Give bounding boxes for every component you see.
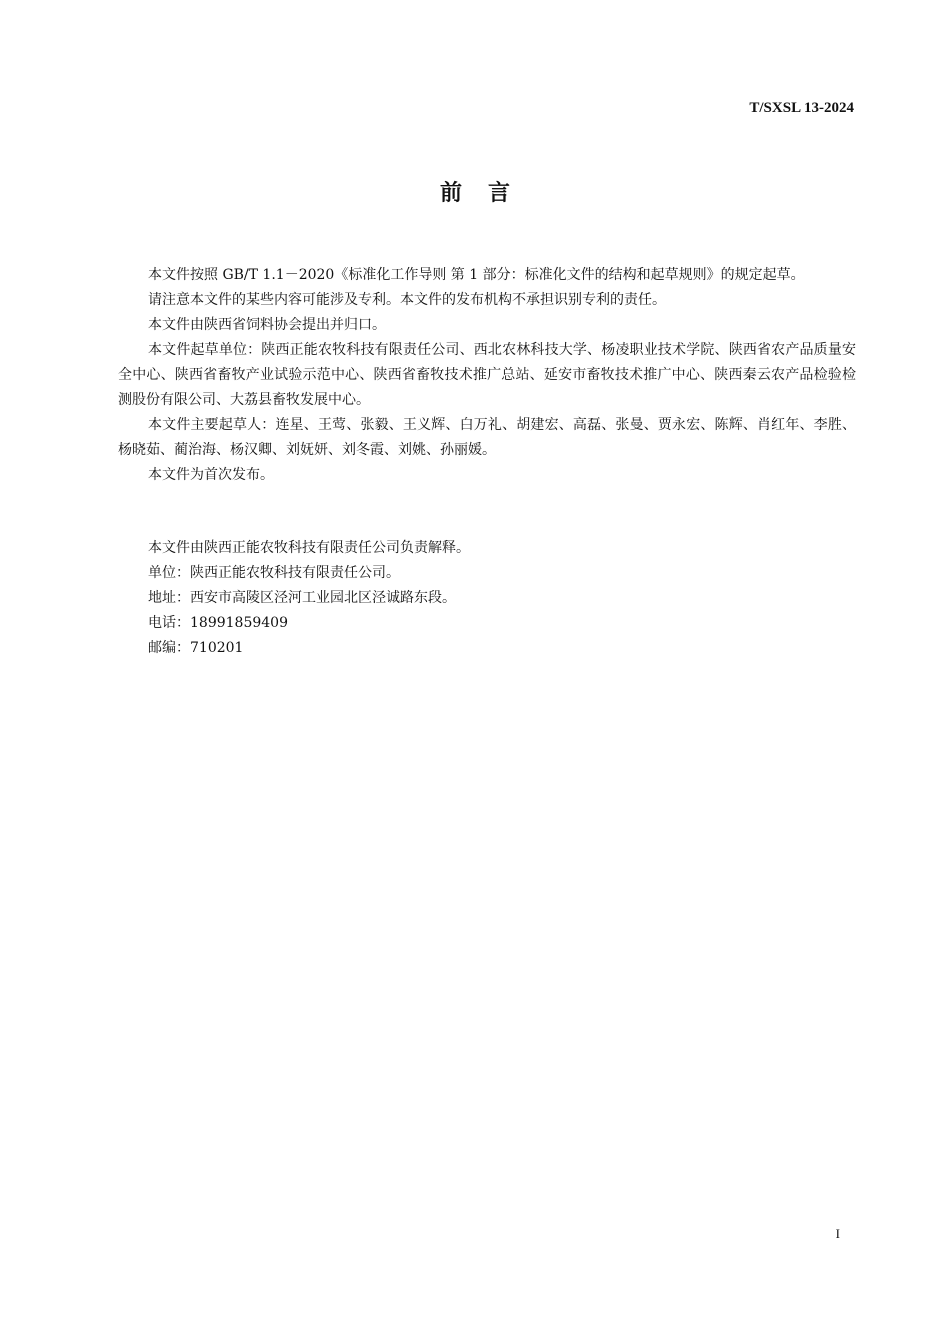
page-number: I (835, 1226, 840, 1241)
document-code: T/SXSL 13-2024 (749, 100, 854, 116)
paragraph-drafting-units: 本文件起草单位：陕西正能农牧科技有限责任公司、西北农林科技大学、杨凌职业技术学院、陕西省农产品质量安全中心、陕西省畜牧产业试验示范中心、陕西省畜牧技术推广总站、延安市畜牧技术推广中心、陕西秦云农产品检验检测股份有限公司、大荔县畜牧发展中心。 (118, 342, 856, 408)
foreword-body (118, 263, 856, 488)
paragraph-first-release: 本文件为首次发布。 (148, 467, 274, 483)
contact-phone: 电话：18991859409 (148, 615, 288, 631)
contact-block (148, 536, 470, 661)
paragraph-patent-notice: 请注意本文件的某些内容可能涉及专利。本文件的发布机构不承担识别专利的责任。 (148, 292, 666, 308)
paragraph-proposer: 本文件由陕西省饲料协会提出并归口。 (148, 317, 386, 333)
contact-postcode: 邮编：710201 (148, 640, 244, 656)
contact-interpretation: 本文件由陕西正能农牧科技有限责任公司负责解释。 (148, 540, 470, 556)
contact-address: 地址：西安市高陵区泾河工业园北区泾诚路东段。 (148, 590, 456, 606)
page-title: 前言 (439, 181, 536, 206)
paragraph-drafting-rules: 本文件按照 GB/T 1.1－2020《标准化工作导则 第 1 部分：标准化文件的结构和起草规则》的规定起草。 (148, 267, 805, 283)
paragraph-drafters: 本文件主要起草人：连星、王莺、张毅、王义辉、白万礼、胡建宏、高磊、张曼、贾永宏、陈辉、肖红年、李胜、杨晓茹、蔺治海、杨汉卿、刘妩妍、刘冬霞、刘姚、孙丽媛。 (118, 417, 856, 458)
contact-unit: 单位：陕西正能农牧科技有限责任公司。 (148, 565, 400, 581)
